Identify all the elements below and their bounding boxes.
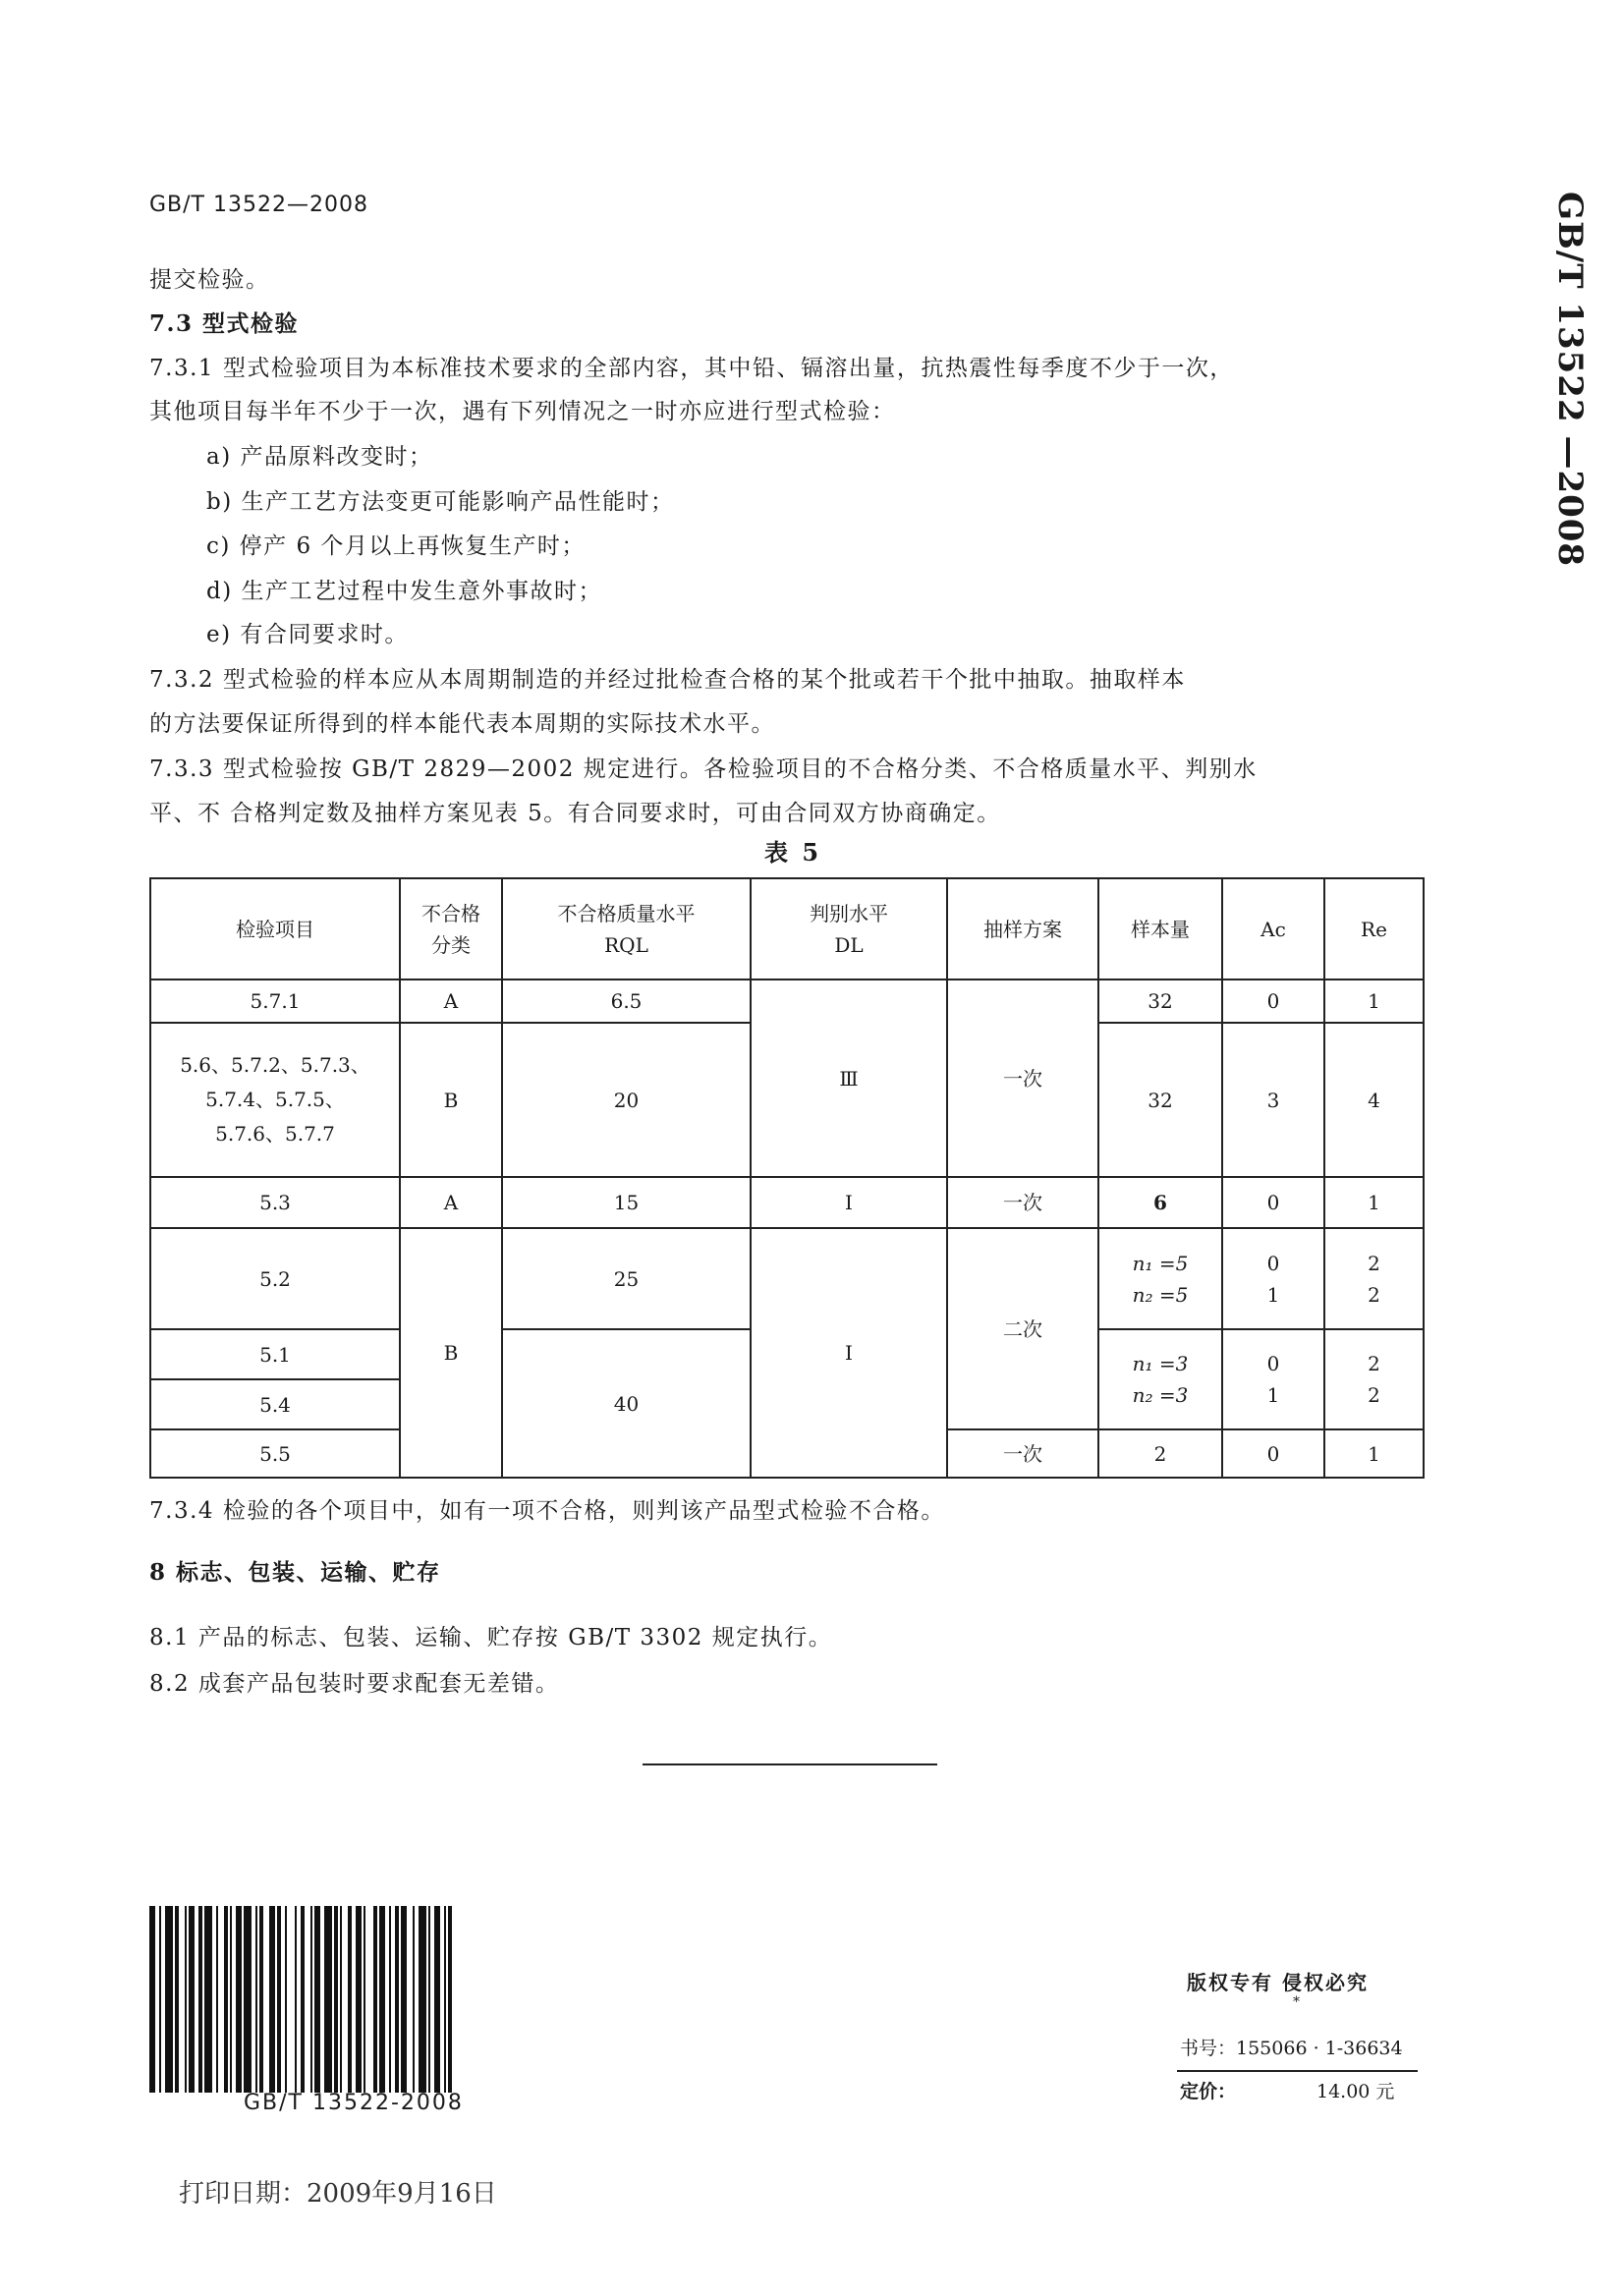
end-rule: [643, 1763, 937, 1765]
cell-class: B: [400, 1228, 502, 1478]
cell-re: 1: [1324, 980, 1424, 1023]
cell-scheme: 二次: [947, 1228, 1098, 1429]
cell-sample: n₁ =3 n₂ =3: [1098, 1329, 1222, 1429]
cell-class: B: [400, 1023, 502, 1177]
list-item: c) 停产 6 个月以上再恢复生产时；: [206, 533, 586, 559]
header-item: 检验项目: [150, 878, 400, 980]
cell-ac: 0: [1222, 1429, 1324, 1478]
price-divider: [1177, 2070, 1418, 2072]
side-standard-code: GB/T 13522 —2008: [1550, 192, 1590, 568]
cell-re: 1: [1324, 1429, 1424, 1478]
print-date: 打印日期：2009年9月16日: [179, 2179, 497, 2209]
header-scheme: 抽样方案: [947, 878, 1098, 980]
header-class: 不合格 分类: [400, 878, 502, 980]
cell-re: 1: [1324, 1177, 1424, 1228]
list-item: b) 生产工艺方法变更可能影响产品性能时；: [206, 489, 675, 515]
header-dl: 判别水平 DL: [751, 878, 947, 980]
cell-rql: 6.5: [502, 980, 751, 1023]
paragraph-7-3-2: 7.3.2 型式检验的样本应从本周期制造的并经过批检查合格的某个批或若干个批中抽取。抽取样本: [149, 667, 1186, 693]
cell-item: 5.3: [150, 1177, 400, 1228]
cell-sample: n₁ =5 n₂ =5: [1098, 1228, 1222, 1329]
cell-rql: 20: [502, 1023, 751, 1177]
cell-ac: 0: [1222, 980, 1324, 1023]
cell-rql: 25: [502, 1228, 751, 1329]
cell-item: 5.5: [150, 1429, 400, 1478]
cell-re: 4: [1324, 1023, 1424, 1177]
star-mark: *: [1293, 1994, 1300, 2010]
table-row: [150, 1177, 1424, 1228]
cell-class: A: [400, 1177, 502, 1228]
paragraph-7-3-2: 的方法要保证所得到的样本能代表本周期的实际技术水平。: [149, 711, 775, 737]
header-sample: 样本量: [1098, 878, 1222, 980]
cell-re: 2 2: [1324, 1329, 1424, 1429]
barcode-bar: [244, 1906, 252, 2093]
header-re: Re: [1324, 878, 1424, 980]
cell-item: 5.1: [150, 1329, 400, 1379]
barcode-bar: [165, 1906, 173, 2093]
cell-scheme: 一次: [947, 980, 1098, 1177]
cell-sample: 6: [1098, 1177, 1222, 1228]
barcode-text: GB/T 13522-2008: [244, 2091, 464, 2115]
table-row: [150, 980, 1424, 1023]
cell-ac: 3: [1222, 1023, 1324, 1177]
text-line: 提交检验。: [149, 267, 270, 293]
cell-item: 5.4: [150, 1379, 400, 1429]
paragraph-8-2: 8.2 成套产品包装时要求配套无差错。: [149, 1671, 560, 1697]
paragraph-7-3-3: 平、不 合格判定数及抽样方案见表 5。有合同要求时，可由合同双方协商确定。: [149, 801, 1001, 826]
table-caption: 表 5: [764, 838, 822, 867]
cell-dl: Ⅰ: [751, 1177, 947, 1228]
cell-ac: 0: [1222, 1177, 1324, 1228]
header-rql: 不合格质量水平 RQL: [502, 878, 751, 980]
cell-sample: 2: [1098, 1429, 1222, 1478]
cell-sample: 32: [1098, 980, 1222, 1023]
standard-code: GB/T 13522—2008: [149, 193, 368, 217]
cell-scheme: 一次: [947, 1429, 1098, 1478]
cell-dl: Ⅰ: [751, 1228, 947, 1478]
cell-rql: 15: [502, 1177, 751, 1228]
list-item: d) 生产工艺过程中发生意外事故时；: [206, 579, 603, 604]
section-heading-8: 8 标志、包装、运输、贮存: [149, 1559, 441, 1586]
cell-class: A: [400, 980, 502, 1023]
barcode-bar: [324, 1906, 332, 2093]
cell-ac: 0 1: [1222, 1329, 1324, 1429]
price-value: 14.00 元: [1316, 2081, 1395, 2102]
cell-item: 5.2: [150, 1228, 400, 1329]
paragraph-7-3-4: 7.3.4 检验的各个项目中，如有一项不合格，则判该产品型式检验不合格。: [149, 1498, 945, 1524]
table-row: [150, 1228, 1424, 1329]
table-header-row: [150, 878, 1424, 980]
price-label: 定价：: [1180, 2081, 1237, 2102]
rights-statement: 版权专有 侵权必究: [1187, 1971, 1369, 1994]
barcode-bar: [204, 1906, 212, 2093]
list-item: e) 有合同要求时。: [206, 622, 409, 647]
section-heading-7-3: 7.3 型式检验: [149, 310, 300, 337]
header-ac: Ac: [1222, 878, 1324, 980]
barcode-bar: [419, 1906, 426, 2093]
cell-scheme: 一次: [947, 1177, 1098, 1228]
paragraph-7-3-1: 其他项目每半年不少于一次，遇有下列情况之一时亦应进行型式检验：: [149, 399, 896, 424]
cell-sample: 32: [1098, 1023, 1222, 1177]
cell-item: 5.6、5.7.2、5.7.3、 5.7.4、5.7.5、 5.7.6、5.7.7: [150, 1023, 400, 1177]
cell-re: 2 2: [1324, 1228, 1424, 1329]
inspection-table: [149, 877, 1425, 1479]
barcode: [149, 1906, 596, 2093]
cell-rql: 40: [502, 1329, 751, 1478]
cell-item: 5.7.1: [150, 980, 400, 1023]
paragraph-8-1: 8.1 产品的标志、包装、运输、贮存按 GB/T 3302 规定执行。: [149, 1625, 833, 1651]
cell-ac: 0 1: [1222, 1228, 1324, 1329]
book-number: 书号：155066 · 1-36634: [1180, 2038, 1403, 2059]
cell-dl: Ⅲ: [751, 980, 947, 1177]
list-item: a) 产品原料改变时；: [206, 444, 433, 470]
paragraph-7-3-1: 7.3.1 型式检验项目为本标准技术要求的全部内容，其中铅、镉溶出量，抗热震性每季度不少于一次，: [149, 356, 1234, 381]
paragraph-7-3-3: 7.3.3 型式检验按 GB/T 2829—2002 规定进行。各检验项目的不合格分类、不合格质量水平、判别水: [149, 756, 1258, 782]
